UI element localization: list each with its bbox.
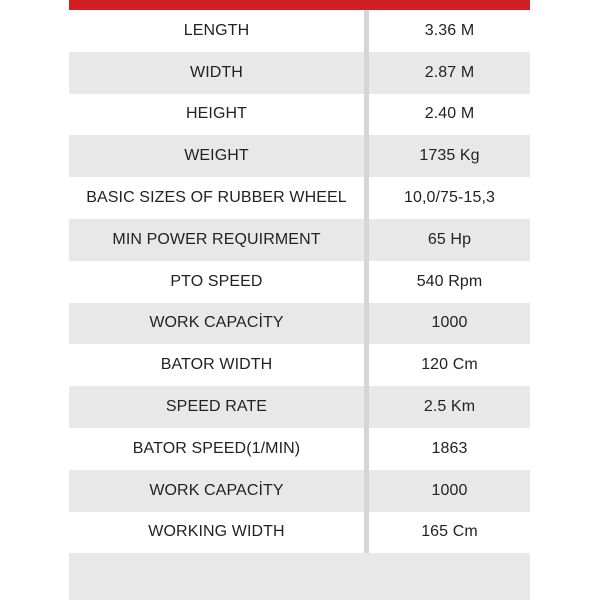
- spec-value: 120 Cm: [421, 356, 478, 374]
- spec-label: WORK CAPACİTY: [149, 481, 284, 499]
- spec-value: 1000: [431, 314, 468, 332]
- spec-rows: [69, 10, 530, 553]
- table-row: [69, 386, 530, 428]
- spec-label: PTO SPEED: [170, 272, 263, 290]
- table-row: [69, 261, 530, 303]
- table-row: [69, 135, 530, 177]
- spec-value: 10,0/75-15,3: [403, 189, 496, 207]
- spec-label: BATOR SPEED(1/MIN): [132, 439, 301, 457]
- spec-label: BASIC SIZES OF RUBBER WHEEL: [86, 189, 347, 207]
- table-row: [69, 303, 530, 345]
- spec-value: 540 Rpm: [416, 272, 483, 290]
- spec-value: 1735 Kg: [419, 147, 480, 165]
- spec-label: WIDTH: [190, 63, 243, 81]
- table-row: [69, 344, 530, 386]
- table-row: [69, 470, 530, 512]
- table-row: [69, 512, 530, 554]
- spec-value: 2.5 Km: [423, 398, 476, 416]
- spec-value: 1000: [431, 481, 468, 499]
- table-header-bar: [69, 0, 530, 10]
- spec-value: 65 Hp: [427, 230, 472, 248]
- table-row: [69, 10, 530, 52]
- spec-label: WORKING WIDTH: [148, 523, 285, 541]
- spec-value: 2.87 M: [424, 63, 475, 81]
- spec-label: MIN POWER REQUIRMENT: [112, 230, 321, 248]
- spec-label: WORK CAPACİTY: [149, 314, 284, 332]
- table-row: [69, 219, 530, 261]
- table-row: [69, 52, 530, 94]
- spec-label: SPEED RATE: [165, 398, 268, 416]
- spec-label: BATOR WIDTH: [160, 356, 273, 374]
- table-footer-row: [69, 553, 530, 600]
- spec-value: 165 Cm: [421, 523, 478, 541]
- table-row: [69, 428, 530, 470]
- table-row: [69, 177, 530, 219]
- spec-label: WEIGHT: [184, 147, 249, 165]
- spec-table: [69, 0, 530, 600]
- spec-label: HEIGHT: [185, 105, 248, 123]
- table-row: [69, 94, 530, 136]
- spec-value: 2.40 M: [424, 105, 475, 123]
- spec-value: 1863: [431, 439, 468, 457]
- spec-label: LENGTH: [183, 21, 250, 39]
- spec-value: 3.36 M: [424, 21, 475, 39]
